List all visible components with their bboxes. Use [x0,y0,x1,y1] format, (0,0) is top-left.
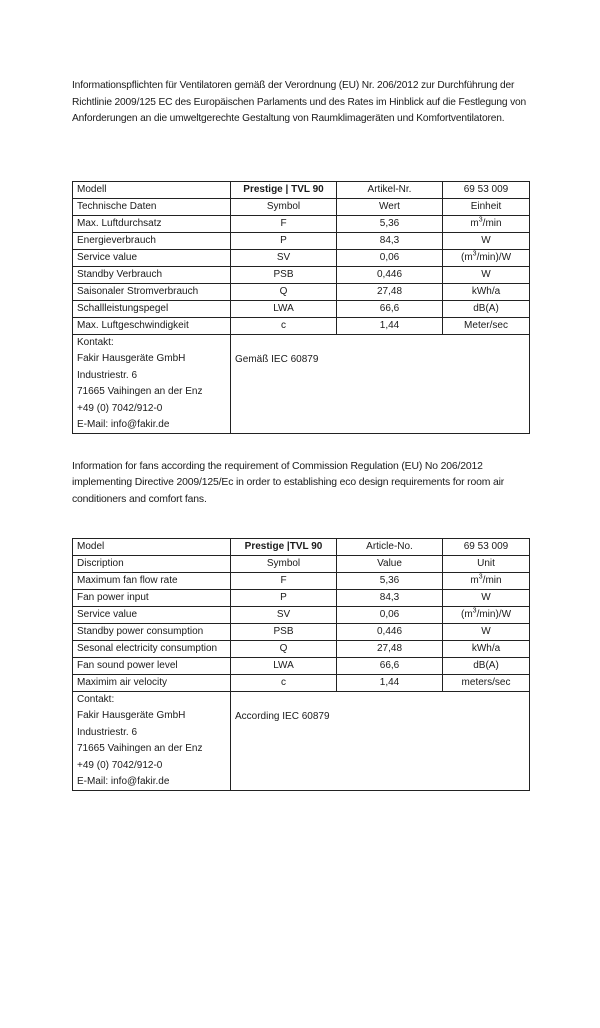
table-row [73,675,530,692]
standard-note: Gemäß IEC 60879 [231,335,530,434]
model-label: Model [73,539,231,556]
table-row [73,267,530,284]
row-symbol: LWA [231,658,337,675]
contact-block [73,692,231,791]
contact-email: E-Mail: info@fakir.de [77,419,170,431]
table-row [73,573,530,590]
table-row [73,607,530,624]
table-row [73,233,530,250]
row-unit: W [443,267,530,284]
row-unit: $m^3/\min$ [443,216,530,233]
row-value: 27,48 [337,641,443,658]
table-row [73,658,530,675]
row-label: Maximum fan flow rate [73,573,231,590]
contact-block [73,335,231,434]
table-row [73,590,530,607]
intro-paragraph-de: Informationspflichten für Ventilatoren gemäß der Verordnung (EU) Nr. 206/2012 zur Durchführung der Richtlinie 2009/125 EC des Europäischen Parlaments und des Rates im Hinblick auf die Festlegung von Anforderungen an die umweltgerechte Gestaltung von Raumklimageräten und Komfortventilatoren. [72,80,527,124]
table-row [73,318,530,335]
column-heading: Unit [443,556,530,573]
table-row [73,284,530,301]
table-subheader-row [73,199,530,216]
row-value: 84,3 [337,590,443,607]
contact-company: Fakir Hausgeräte GmbH [77,710,186,722]
row-value: 0,446 [337,267,443,284]
table-row [73,250,530,267]
row-unit: $(m^3/\min)/W$ [443,250,530,267]
row-unit: kWh/a [443,284,530,301]
row-label: Schallleistungspegel [73,301,231,318]
article-number: 69 53 009 [443,182,530,199]
column-heading: Symbol [231,556,337,573]
row-symbol: Q [231,641,337,658]
row-symbol: c [231,675,337,692]
row-symbol: F [231,573,337,590]
contact-row [73,692,530,791]
row-unit: dB(A) [443,301,530,318]
row-symbol: LWA [231,301,337,318]
row-label: Saisonaler Stromverbrauch [73,284,231,301]
contact-street: Industriestr. 6 [77,369,138,381]
standard-note: According IEC 60879 [231,692,530,791]
contact-phone: +49 (0) 7042/912-0 [77,402,163,414]
row-unit: $m^3/\min$ [443,573,530,590]
column-heading: Symbol [231,199,337,216]
row-value: 1,44 [337,675,443,692]
column-heading: Einheit [443,199,530,216]
row-unit: dB(A) [443,658,530,675]
row-unit: W [443,233,530,250]
model-name: Prestige | TVL 90 [231,182,337,199]
row-label: Max. Luftgeschwindigkeit [73,318,231,335]
row-symbol: c [231,318,337,335]
row-label: Max. Luftdurchsatz [73,216,231,233]
intro-paragraph-en: Information for fans according the requirement of Commission Regulation (EU) No 206/2012 implementing Directive 2009/125/Ec in order to establishing eco design requirements for room air conditioners and comfort fans. [72,461,505,505]
row-value: 5,36 [337,216,443,233]
model-label: Modell [73,182,231,199]
row-label: Service value [73,607,231,624]
contact-row [73,335,530,434]
row-label: Sesonal electricity consumption [73,641,231,658]
row-label: Service value [73,250,231,267]
row-unit: Meter/sec [443,318,530,335]
row-value: 1,44 [337,318,443,335]
article-label: Article-No. [337,539,443,556]
row-symbol: PSB [231,624,337,641]
table-subheader-row [73,556,530,573]
spec-table-de [72,181,530,434]
row-value: 66,6 [337,658,443,675]
row-label: Standby power consumption [73,624,231,641]
column-heading: Wert [337,199,443,216]
row-value: 0,06 [337,250,443,267]
column-heading: Discription [73,556,231,573]
contact-heading: Contakt: [77,694,115,705]
row-label: Standby Verbrauch [73,267,231,284]
row-label: Maximim air velocity [73,675,231,692]
row-label: Fan sound power level [73,658,231,675]
contact-company: Fakir Hausgeräte GmbH [77,353,186,365]
row-value: 27,48 [337,284,443,301]
row-unit: meters/sec [443,675,530,692]
row-symbol: SV [231,607,337,624]
table-header-row [73,539,530,556]
row-value: 5,36 [337,573,443,590]
table-row [73,624,530,641]
row-value: 84,3 [337,233,443,250]
row-symbol: F [231,216,337,233]
row-symbol: P [231,590,337,607]
row-value: 0,06 [337,607,443,624]
row-value: 0,446 [337,624,443,641]
row-unit: W [443,624,530,641]
row-unit: $(m^3/\min)/W$ [443,607,530,624]
table-header-row [73,182,530,199]
model-name: Prestige |TVL 90 [231,539,337,556]
article-label: Artikel-Nr. [337,182,443,199]
article-number: 69 53 009 [443,539,530,556]
column-heading: Value [337,556,443,573]
contact-email: E-Mail: info@fakir.de [77,776,170,788]
column-heading: Technische Daten [73,199,231,216]
contact-phone: +49 (0) 7042/912-0 [77,759,163,771]
row-label: Energieverbrauch [73,233,231,250]
table-row [73,216,530,233]
contact-city: 71665 Vaihingen an der Enz [77,743,203,755]
spec-table-en [72,538,530,791]
row-symbol: SV [231,250,337,267]
row-unit: W [443,590,530,607]
row-symbol: PSB [231,267,337,284]
row-value: 66,6 [337,301,443,318]
contact-street: Industriestr. 6 [77,726,138,738]
row-label: Fan power input [73,590,231,607]
table-row [73,641,530,658]
table-row [73,301,530,318]
contact-city: 71665 Vaihingen an der Enz [77,386,203,398]
row-symbol: P [231,233,337,250]
row-unit: kWh/a [443,641,530,658]
row-symbol: Q [231,284,337,301]
contact-heading: Kontakt: [77,337,114,348]
